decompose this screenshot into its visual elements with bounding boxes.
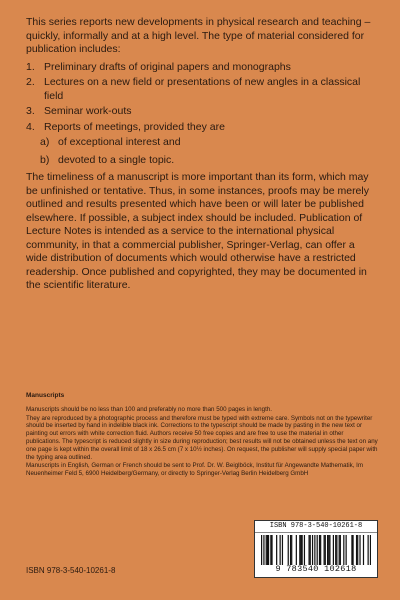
barcode-bar	[352, 535, 353, 565]
manuscripts-paragraph-length: Manuscripts should be no less than 100 and preferably no more than 500 pages in length.	[26, 405, 272, 413]
barcode-bar	[335, 535, 336, 565]
manuscripts-section	[26, 392, 378, 479]
sublist-item-text: of exceptional interest and	[58, 136, 181, 148]
barcode-bar	[312, 535, 313, 565]
sublist-item-text: devoted to a single topic.	[58, 153, 175, 166]
barcode-bar	[300, 535, 301, 565]
list-item-number: 1.	[26, 60, 35, 73]
barcode-bar	[327, 535, 328, 565]
list-item	[26, 61, 378, 75]
barcode-bar	[302, 535, 303, 565]
barcode-bar	[276, 535, 277, 565]
intro-lead: This series reports new developments in physical research and teaching – quickly, informally and at a high level. The type of material considered for publication includes:	[26, 16, 371, 55]
barcode-digits: 9 783540 102618	[275, 564, 357, 574]
barcode-bar	[282, 535, 283, 565]
list-item	[26, 105, 378, 119]
barcode-bar	[343, 535, 344, 565]
barcode-bar	[359, 535, 360, 565]
barcode-bar	[270, 535, 271, 565]
list-item-text: Lectures on a new field or presentations of new angles in a classical field	[44, 76, 361, 102]
list-item-text: Reports of meetings, provided they are	[44, 120, 225, 133]
barcode-label	[254, 520, 378, 578]
meeting-conditions-list	[40, 136, 378, 167]
material-list	[26, 61, 378, 135]
barcode-bar	[268, 535, 269, 565]
series-description	[26, 16, 378, 293]
barcode-bar	[356, 535, 357, 565]
barcode-bar	[299, 535, 300, 565]
barcode-bar	[336, 535, 337, 565]
isbn-footer: ISBN 978-3-540-10261-8	[26, 566, 116, 575]
barcode-bar	[329, 535, 330, 565]
barcode-bar	[339, 535, 340, 565]
manuscripts-heading: Manuscripts	[26, 392, 65, 399]
barcode-bar	[328, 535, 329, 565]
barcode-bar	[261, 535, 262, 565]
list-item-number: 4.	[26, 120, 35, 133]
sublist-item	[40, 136, 378, 150]
list-item-number: 2.	[26, 76, 35, 88]
barcode-bar	[351, 535, 352, 565]
barcode-bar	[320, 535, 321, 565]
list-item	[26, 121, 378, 135]
barcode-bar	[308, 535, 309, 565]
barcode-bar	[368, 535, 369, 565]
sublist-item-letter: a)	[40, 136, 50, 148]
list-item	[26, 76, 378, 103]
intro-body: The timeliness of a manuscript is more important than its form, which may be unfinished or tentative. Thus, in some instances, proofs may be merely outlined and results presented which have been or will later be published elsewhere. If possible, a subject index should be included. Publication of Lecture Notes is intended as a service to the international physical community, in that a commercial publisher, Springer-Verlag, can offer a wide distribution of documents which would otherwise have a restricted readership. Once published and copyrighted, they may be documented in the scientific literature.	[26, 171, 369, 291]
barcode-bar	[370, 535, 371, 565]
barcode-bar	[324, 535, 325, 565]
barcode-bar	[314, 535, 315, 565]
barcode-bar	[317, 535, 318, 565]
sublist-item	[40, 154, 378, 168]
list-item-number: 3.	[26, 105, 35, 117]
barcode-bar	[267, 535, 268, 565]
barcode-bar	[325, 535, 326, 565]
barcode-bar	[357, 535, 358, 565]
barcode-bar	[290, 535, 291, 565]
sublist-item-letter: b)	[40, 153, 50, 166]
barcode-bar	[340, 535, 341, 565]
barcode-bar	[363, 535, 364, 565]
list-item-text: Preliminary drafts of original papers and monographs	[44, 60, 291, 73]
barcode-bar	[304, 535, 305, 565]
barcode-bar	[296, 535, 297, 565]
barcode-bar	[319, 535, 320, 565]
barcode-bar	[271, 535, 272, 565]
barcode-bar	[346, 535, 347, 565]
manuscripts-paragraph-typing: They are reproduced by a photographic process and therefore must be typed with extreme care. Symbols not on the typewriter should be inserted by hand in indelible black ink. Corrections to the typescript should be made by pasting in the new text or painting out errors with white correction fluid. Authors receive 50 free copies and are free to use the material in other publications. The typescript is reduced slightly in size during reproduction; best results will not be obtained unless the text on any one page is kept within the overall limit of 18 x 26.5 cm (7 x 10½ inches). On request, the publisher will supply special paper with the typing area outlined.	[26, 414, 378, 461]
barcode-bar	[310, 535, 311, 565]
barcode-bar	[288, 535, 289, 565]
barcode-bar	[266, 535, 267, 565]
barcode-bar	[280, 535, 281, 565]
list-item-text: Seminar work-outs	[44, 105, 132, 117]
barcode-isbn-label: ISBN 978-3-540-10261-8	[255, 521, 377, 533]
barcode-bar	[333, 535, 334, 565]
barcode-bar	[291, 535, 292, 565]
barcode-icon	[261, 535, 371, 565]
barcode-bar	[263, 535, 264, 565]
manuscripts-paragraph-submission: Manuscripts in English, German or French should be sent to Prof. Dr. W. Beiglböck, Institut für Angewandte Mathematik, Im Neuenheimer Feld 5, 6900 Heidelberg/Germany, or directly to Springer-Verlag Berlin Heidelberg GmbH	[26, 462, 364, 478]
